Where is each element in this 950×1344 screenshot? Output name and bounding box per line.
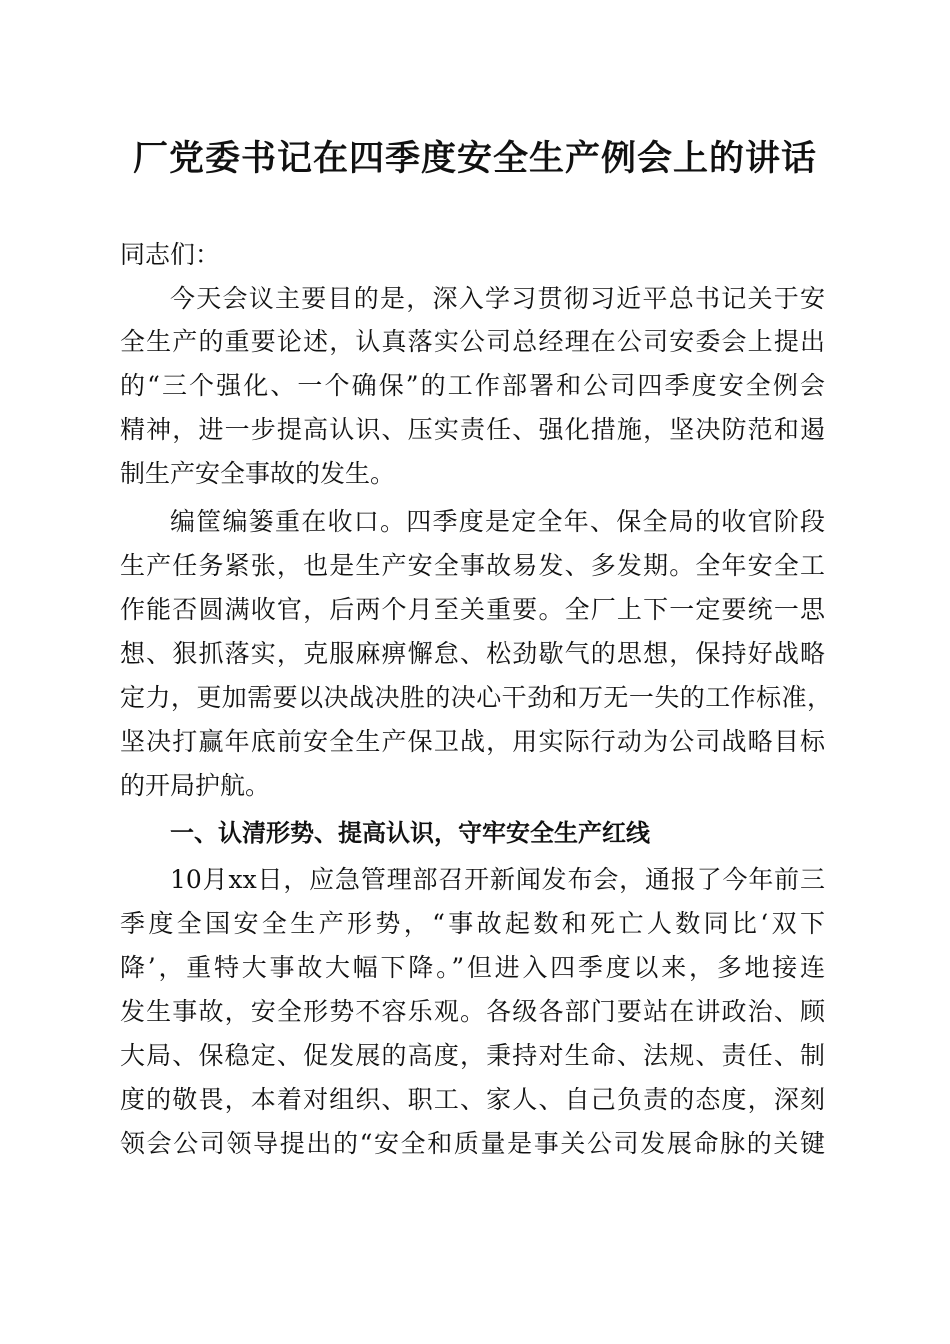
paragraph-2-line: 想、狠抓落实，克服麻痹懈怠、松劲歇气的思想，保持好战略	[120, 639, 825, 668]
paragraph-1-line: 制生产安全事故的发生。	[120, 459, 396, 488]
paragraph-2-line: 定力，更加需要以决战决胜的决心干劲和万无一失的工作标准，	[120, 683, 832, 712]
document-title: 厂党委书记在四季度安全生产例会上的讲话	[132, 139, 817, 179]
salutation: 同志们：	[120, 240, 221, 269]
paragraph-2-line: 作能否圆满收官，后两个月至关重要。全厂上下一定要统一思	[120, 595, 825, 624]
paragraph-2-line: 的开局护航。	[120, 771, 271, 800]
paragraph-3-line: 领会公司领导提出的“安全和质量是事关公司发展命脉的关键	[120, 1129, 825, 1158]
paragraph-3-line: 大局、保稳定、促发展的高度，秉持对生命、法规、责任、制	[120, 1041, 825, 1070]
paragraph-3-line: 降’，重特大事故大幅下降。”但进入四季度以来，多地接连	[120, 953, 825, 982]
section-heading: 一、认清形势、提高认识，守牢安全生产红线	[170, 819, 650, 847]
paragraph-2-line: 编筐编篓重在收口。四季度是定全年、保全局的收官阶段	[170, 507, 825, 536]
paragraph-2-line: 坚决打赢年底前安全生产保卫战，用实际行动为公司战略目标	[120, 727, 825, 756]
paragraph-1-line: 精神，进一步提高认识、压实责任、强化措施，坚决防范和遏	[120, 415, 825, 444]
paragraph-3-line: 10月xx日，应急管理部召开新闻发布会，通报了今年前三	[170, 865, 825, 894]
paragraph-3-line: 发生事故，安全形势不容乐观。各级各部门要站在讲政治、顾	[120, 997, 825, 1026]
paragraph-1-line: 全生产的重要论述，认真落实公司总经理在公司安委会上提出	[120, 327, 825, 356]
paragraph-3-line: 度的敬畏，本着对组织、职工、家人、自己负责的态度，深刻	[120, 1085, 825, 1114]
paragraph-1-line: 今天会议主要目的是，深入学习贯彻习近平总书记关于安	[170, 284, 825, 313]
paragraph-2-line: 生产任务紧张，也是生产安全事故易发、多发期。全年安全工	[120, 551, 825, 580]
paragraph-3-line: 季度全国安全生产形势，“事故起数和死亡人数同比‘双下	[120, 909, 825, 938]
paragraph-1-line: 的“三个强化、一个确保”的工作部署和公司四季度安全例会	[120, 371, 825, 400]
